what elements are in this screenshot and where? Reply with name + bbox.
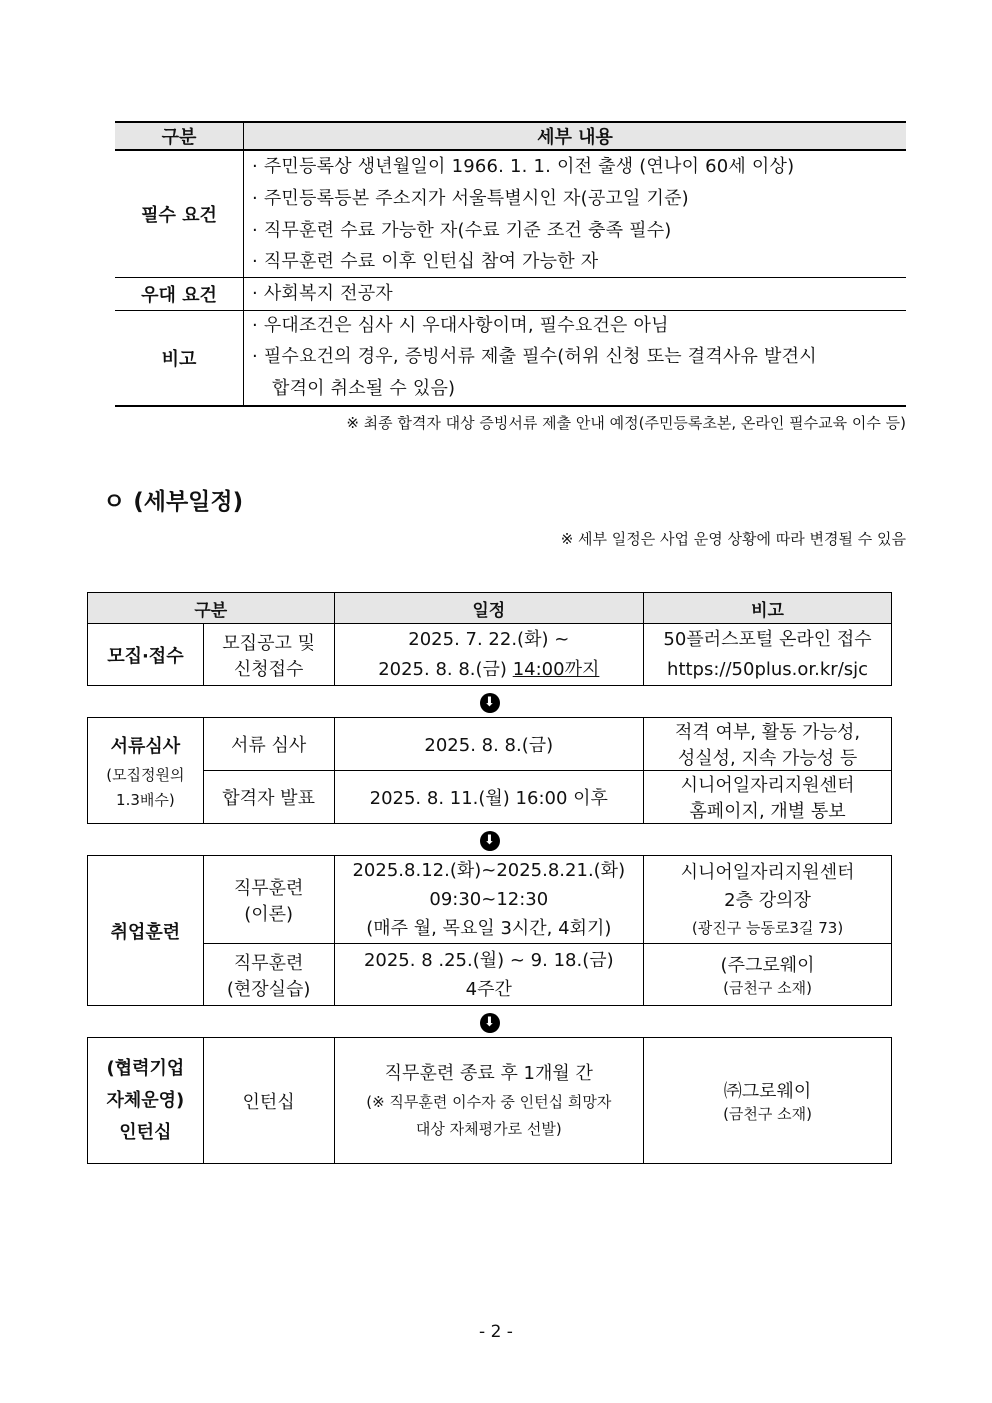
schedule-header-category: 구분 [88,593,335,624]
schedule-sub: 합격자 발표 [203,771,334,824]
schedule-remarks [644,624,892,686]
schedule-remarks [644,1038,892,1164]
schedule-date [334,624,644,686]
schedule-date [334,1038,644,1164]
schedule-row-recruit [88,624,892,686]
requirement-item: · 주민등록상 생년월일이 1966. 1. 1. 이전 출생 (연나이 60세 이상) [252,156,795,177]
requirements-category: 비고 [115,311,244,407]
schedule-remarks [644,944,892,1006]
schedule-sub-line: 신청접수 [233,658,304,680]
schedule-category-sub: (모집정원의 [106,765,185,784]
schedule-remarks-line: 2층 강의장 [724,889,811,911]
schedule-deadline: 14:00까지 [512,658,600,680]
schedule-remarks [644,718,892,771]
schedule-date-line: 4주간 [465,978,512,1000]
schedule-sub-line: (이론) [244,903,294,925]
schedule-remarks-line: (광진구 능동로3길 73) [691,918,844,937]
requirements-row-mandatory [115,150,906,278]
requirements-category: 필수 요건 [115,150,244,278]
schedule-table [87,592,892,1164]
schedule-remarks-line: 시니어일자리지원센터 [680,861,855,883]
schedule-separator [88,824,892,856]
requirement-item: · 직무훈련 수료 가능한 자(수료 기준 조건 충족 필수) [252,220,672,241]
schedule-row-screening [88,718,892,771]
requirements-header-detail: 세부 내용 [244,122,907,150]
schedule-remarks-line: 성실성, 지속 가능성 등 [677,748,858,769]
schedule-sub-line: (현장실습) [226,978,311,1000]
schedule-category-line: 인턴십 [119,1121,172,1143]
arrow-down-icon: ⬇ [480,1013,500,1033]
schedule-sub [203,624,334,686]
schedule-date-line: (※ 직무훈련 이수자 중 인턴십 희망자 [366,1092,612,1111]
schedule-date-line: 2025.8.12.(화)~2025.8.21.(화) [352,860,626,881]
schedule-date-line: 09:30~12:30 [429,889,549,910]
schedule-header-date: 일정 [334,593,644,624]
page-number: - 2 - [479,1322,513,1342]
schedule-date-line: 2025. 8. 8.(금) [378,658,507,680]
schedule-remarks-line: 50플러스포털 온라인 접수 [663,628,872,650]
requirements-table [115,121,906,407]
schedule-sub-line: 모집공고 및 [222,632,315,654]
schedule-category [88,718,204,824]
schedule-row-screening-result [88,771,892,824]
schedule-heading: ㅇ (세부일정) [103,489,244,515]
schedule-category [88,1038,204,1164]
schedule-sub: 인턴십 [203,1038,334,1164]
schedule-remarks-line: (주그로웨이 [720,955,815,976]
schedule-separator [88,1006,892,1038]
arrow-down-icon: ⬇ [480,693,500,713]
schedule-date [334,944,644,1006]
schedule-category: 취업훈련 [88,856,204,1006]
schedule-date: 2025. 8. 11.(월) 16:00 이후 [334,771,644,824]
schedule-category-title: 서류심사 [110,735,181,757]
requirement-item: · 직무훈련 수료 이후 인턴십 참여 가능한 자 [252,251,599,272]
requirements-detail [244,150,907,278]
requirement-item: · 주민등록등본 주소지가 서울특별시인 자(공고일 기준) [252,188,689,209]
schedule-sub: 서류 심사 [203,718,334,771]
requirements-note: ※ 최종 합격자 대상 증빙서류 제출 안내 예정(주민등록초본, 온라인 필수교육 이수 등) [346,414,906,432]
schedule-header-row [88,593,892,624]
requirement-item: · 필수요건의 경우, 증빙서류 제출 필수(허위 신청 또는 결격사유 발견시 [252,346,817,367]
schedule-sub-line: 직무훈련 [233,877,304,899]
schedule-remarks-line: (금천구 소재) [723,1105,812,1123]
schedule-row-training-field [88,944,892,1006]
schedule-sub-line: 직무훈련 [233,952,304,974]
schedule-date-line: 2025. 8 .25.(월) ~ 9. 18.(금) [363,949,614,971]
schedule-remarks-line: (금천구 소재) [723,979,812,997]
schedule-separator [88,686,892,718]
requirements-category: 우대 요건 [115,278,244,311]
requirement-item: 합격이 취소될 수 있음) [272,378,456,399]
schedule-remarks [644,771,892,824]
schedule-category-line: (협력기업 [106,1057,185,1079]
schedule-date [334,856,644,944]
schedule-note: ※ 세부 일정은 사업 운영 상황에 따라 변경될 수 있음 [560,530,906,548]
schedule-sub [203,856,334,944]
schedule-date: 2025. 8. 8.(금) [334,718,644,771]
schedule-sub [203,944,334,1006]
schedule-date-line: 대상 자체평가로 선발) [415,1119,562,1138]
schedule-remarks-line: 시니어일자리지원센터 [680,775,855,796]
schedule-remarks-line: ㈜그로웨이 [723,1081,812,1102]
schedule-header-remarks: 비고 [644,593,892,624]
requirements-header-category: 구분 [115,122,244,150]
arrow-down-icon: ⬇ [480,831,500,851]
schedule-category-sub: 1.3배수) [116,790,175,809]
requirement-item: · 사회복지 전공자 [252,283,393,304]
requirement-item: · 우대조건은 심사 시 우대사항이며, 필수요건은 아님 [252,315,669,336]
schedule-date-line: 직무훈련 종료 후 1개월 간 [384,1062,593,1084]
schedule-remarks [644,856,892,944]
requirements-row-preferred [115,278,906,311]
requirements-detail [244,278,907,311]
schedule-row-internship [88,1038,892,1164]
schedule-date-line: (매주 월, 목요일 3시간, 4회기) [366,918,612,939]
schedule-remarks-line: 적격 여부, 활동 가능성, [674,722,861,743]
schedule-remarks-link: https://50plus.or.kr/sjc [667,658,869,680]
schedule-row-training [88,856,892,944]
schedule-category: 모집·접수 [88,624,204,686]
requirements-row-remarks [115,311,906,407]
schedule-remarks-line: 홈페이지, 개별 통보 [689,801,846,822]
schedule-date-line: 2025. 7. 22.(화) ~ [408,628,570,650]
schedule-category-line: 자체운영) [106,1089,185,1111]
requirements-detail [244,311,907,407]
requirements-header-row [115,122,906,150]
